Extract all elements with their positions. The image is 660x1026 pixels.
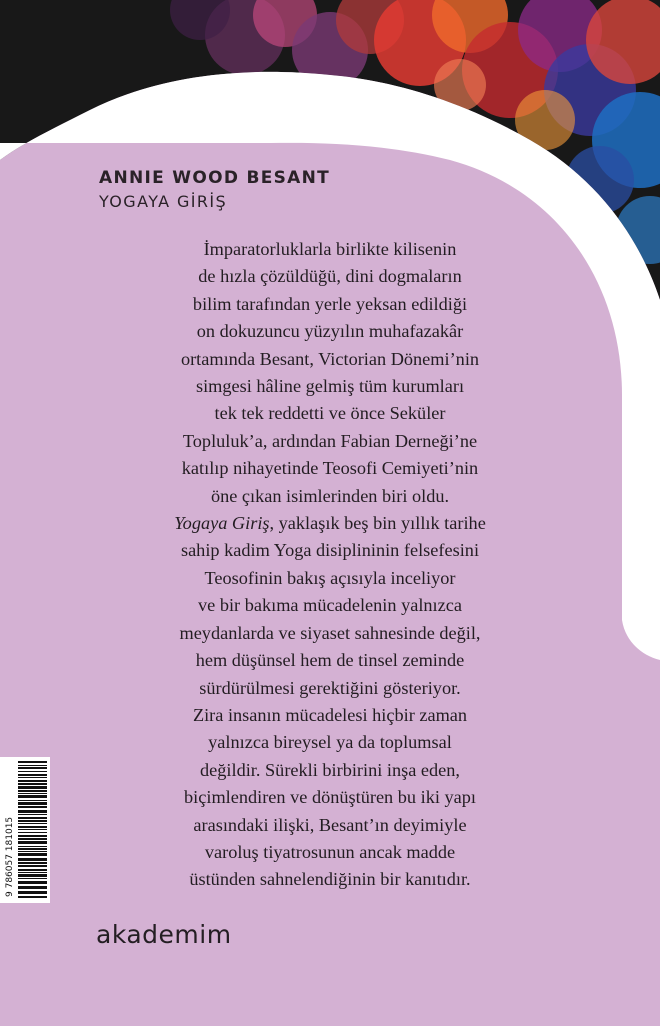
blurb-line-text: , yaklaşık beş bin yıllık tarihe <box>269 513 486 534</box>
blurb-line: öne çıkan isimlerinden biri oldu. <box>210 485 450 506</box>
barcode-bar <box>18 846 47 847</box>
barcode-bar <box>18 851 47 852</box>
barcode-bar <box>18 790 47 792</box>
barcode-bar <box>18 872 47 873</box>
barcode-bar <box>18 881 47 884</box>
barcode-bar <box>18 810 47 813</box>
blurb-line: ortamında Besant, Victorian Dönemi’nin <box>180 348 480 369</box>
blurb-line: üstünden sahnelendiğinin bir kanıtıdır. <box>189 869 471 890</box>
barcode-bar <box>18 865 47 867</box>
blurb-line: arasındaki ilişki, Besant’ın deyimiyle <box>193 814 467 835</box>
blurb-line: Teosofinin bakış açısıyla inceliyor <box>204 567 456 588</box>
blurb-line: sahip kadim Yoga disiplininin felsefesini <box>180 540 480 561</box>
isbn-barcode <box>0 757 50 903</box>
barcode-bar <box>18 777 47 778</box>
barcode-bar <box>18 783 47 785</box>
barcode-bar <box>18 829 47 830</box>
blurb-line: biçimlendiren ve dönüştüren bu iki yapı <box>184 787 476 808</box>
blurb-line: de hızla çözüldüğü, dini dogmaların <box>198 266 462 287</box>
barcode-bar <box>18 765 47 766</box>
blurb-book-title: Yogaya Giriş <box>174 513 270 534</box>
barcode-bar <box>18 826 47 828</box>
barcode-bar <box>18 774 47 776</box>
barcode-bar <box>18 832 47 833</box>
barcode-bar <box>18 869 47 871</box>
barcode-bar <box>18 786 47 789</box>
blurb-line: meydanlarda ve siyaset sahnesinde değil, <box>179 622 481 643</box>
blurb-line: tek tek reddetti ve önce Seküler <box>214 403 446 424</box>
isbn-number: 9 786057 181015 <box>5 816 15 897</box>
barcode-bar <box>18 802 47 805</box>
barcode-bar <box>18 874 47 877</box>
barcode-bar <box>18 795 47 798</box>
barcode-bar <box>18 841 47 844</box>
barcode-bar <box>18 780 47 782</box>
author-name: ANNIE WOOD BESANT <box>99 168 331 188</box>
blurb-line <box>0 510 660 537</box>
barcode-bar <box>18 838 47 840</box>
barcode-bar <box>18 806 47 808</box>
blurb-line: katılıp nihayetinde Teosofi Cemiyeti’nin <box>181 458 479 479</box>
blurb-line: sürdürülmesi gerektiğini gösteriyor. <box>199 677 461 698</box>
blurb-line: İmparatorluklarla birlikte kilisenin <box>203 239 457 259</box>
blurb-line: Zira insanın mücadelesi hiçbir zaman <box>192 704 468 725</box>
barcode-bar <box>18 858 47 861</box>
blurb-line: simgesi hâline gelmiş tüm kurumları <box>195 376 465 397</box>
blurb-line: bilim tarafından yerle yeksan edildiği <box>192 293 468 314</box>
barcode-bar <box>18 853 47 856</box>
barcode-bar <box>18 817 47 819</box>
blurb-line: ve bir bakıma mücadelenin yalnızca <box>198 595 462 616</box>
back-cover-blurb <box>0 236 660 894</box>
blurb-line: on dokuzuncu yüzyılın muhafazakâr <box>196 321 464 342</box>
blurb-line: Topluluk’a, ardından Fabian Derneği’ne <box>182 430 478 451</box>
barcode-bar <box>18 771 47 772</box>
blurb-line: varoluş tiyatrosunun ancak madde <box>204 841 456 862</box>
barcode-bar <box>18 823 47 824</box>
barcode-bar <box>18 878 47 879</box>
barcode-bar <box>18 767 47 769</box>
barcode-bar <box>18 848 47 850</box>
book-title: YOGAYA GİRİŞ <box>99 192 228 211</box>
barcode-bar <box>18 896 47 898</box>
barcode-bar <box>18 862 47 864</box>
barcode-bar <box>18 761 47 763</box>
barcode-bar <box>18 891 47 894</box>
blurb-line: yalnızca bireysel ya da toplumsal <box>208 732 452 753</box>
publisher-logo: akademim <box>96 920 232 949</box>
barcode-bar <box>18 886 47 889</box>
barcode-bar <box>18 800 47 801</box>
barcode-bar <box>18 814 47 815</box>
blurb-line: değildir. Sürekli birbirini inşa eden, <box>200 759 460 780</box>
barcode-bar <box>18 820 47 822</box>
barcode-bar <box>18 835 47 837</box>
blurb-line: hem düşünsel hem de tinsel zeminde <box>195 650 465 671</box>
barcode-bar <box>18 793 47 794</box>
isbn-digits <box>2 761 16 899</box>
